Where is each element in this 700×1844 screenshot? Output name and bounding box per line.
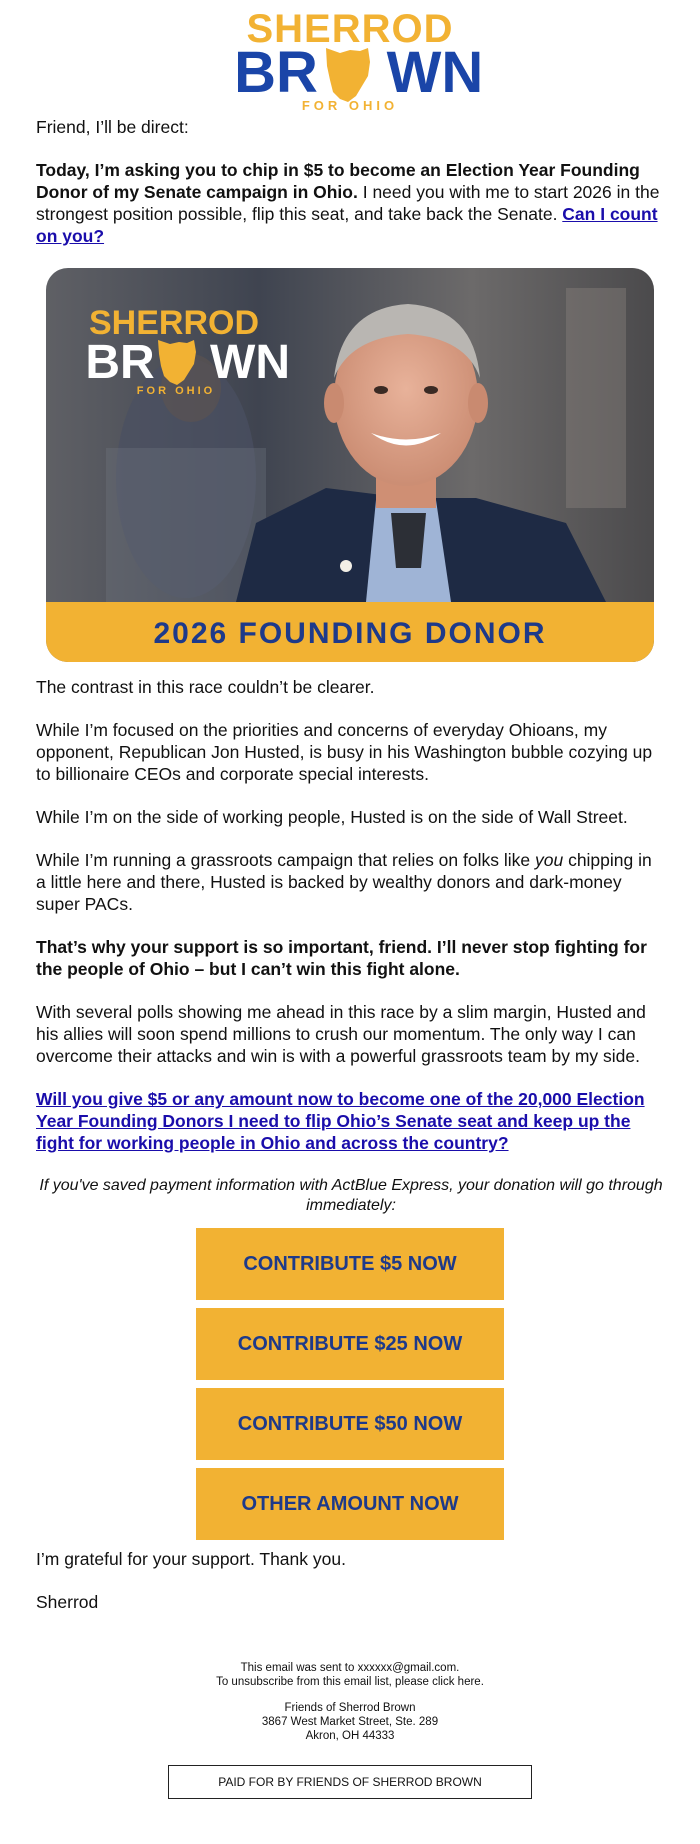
ohio-shape-icon bbox=[326, 48, 370, 102]
paragraph-wall-street: While I’m on the side of working people, Husted is on the side of Wall Street. bbox=[36, 807, 628, 827]
contribute-5-button[interactable]: CONTRIBUTE $5 NOW bbox=[196, 1228, 504, 1300]
email-closing bbox=[0, 1548, 700, 1613]
hero-logo-tagline: FOR OHIO bbox=[136, 385, 216, 397]
hero-logo-line2-start: BR bbox=[85, 336, 155, 389]
paragraph-ask bbox=[36, 1088, 666, 1154]
paragraph-grassroots: While I’m running a grassroots campaign that relies on folks like you chipping in a little here and there, Husted is backed by wealthy donors and dark-money super PACs. bbox=[36, 850, 652, 914]
logo-line2-start: BR bbox=[234, 40, 318, 105]
address-line2: Akron, OH 44333 bbox=[305, 1730, 395, 1742]
paragraph-support: That’s why your support is so important, friend. I’ll never stop fighting for the people of Ohio – but I can’t win this fight alone. bbox=[36, 937, 647, 979]
contribute-50-button[interactable]: CONTRIBUTE $50 NOW bbox=[196, 1388, 504, 1460]
closing-text: I’m grateful for your support. Thank you. bbox=[36, 1549, 346, 1569]
signature: Sherrod bbox=[36, 1592, 99, 1612]
logo-line2-end: WN bbox=[386, 40, 484, 105]
logo-line1: SHERROD bbox=[246, 7, 454, 51]
founding-donor-banner: 2026 FOUNDING DONOR bbox=[153, 617, 547, 650]
logo-tagline: FOR OHIO bbox=[301, 98, 399, 113]
hero-logo-line2-end: WN bbox=[210, 336, 290, 389]
paragraph-polls: With several polls showing me ahead in this race by a slim margin, Husted and his allies will soon spend millions to crush our momentum. The only way I can overcome their attacks and win is with a powerful grassroots team by my side. bbox=[36, 1002, 646, 1066]
other-amount-button[interactable]: OTHER AMOUNT NOW bbox=[196, 1468, 504, 1540]
donation-buttons bbox=[0, 1228, 700, 1540]
hero-logo-line1: SHERROD bbox=[88, 304, 260, 342]
address-line1: 3867 West Market Street, Ste. 289 bbox=[261, 1716, 439, 1728]
email-body bbox=[0, 6, 700, 1799]
intro-bold: Today, I’m asking you to chip in $5 to become an Election Year Founding Donor of my Senate campaign in Ohio. bbox=[36, 160, 640, 202]
org-name: Friends of Sherrod Brown bbox=[284, 1702, 416, 1714]
give-five-link[interactable]: Will you give $5 or any amount now to become one of the 20,000 Election Year Founding Donors I need to flip Ohio’s Senate seat and keep up the fight for working people in Ohio and across the country? bbox=[36, 1089, 645, 1153]
contribute-25-button[interactable]: CONTRIBUTE $25 NOW bbox=[196, 1308, 504, 1380]
greeting: Friend, I’ll be direct: bbox=[36, 117, 189, 137]
intro-text: I need you with me to start 2026 in the strongest position possible, flip this seat, and take back the Senate. bbox=[36, 182, 660, 224]
paragraph-contrast: The contrast in this race couldn’t be clearer. bbox=[36, 677, 375, 697]
paid-for-box: PAID FOR BY FRIENDS OF SHERROD BROWN bbox=[168, 1765, 532, 1799]
count-on-you-link[interactable]: Can I count on you? bbox=[36, 204, 658, 246]
hero-image[interactable] bbox=[46, 268, 654, 662]
email-content-main bbox=[0, 676, 700, 1216]
paragraph-priorities: While I’m focused on the priorities and concerns of everyday Ohioans, my opponent, Republican Jon Husted, is busy in his Washington bubble cozying up to billionaire CEOs and corporate special interests. bbox=[36, 720, 653, 784]
sent-to-text: This email was sent to xxxxxx@gmail.com. bbox=[240, 1662, 460, 1674]
actblue-express-note: If you've saved payment information with ActBlue Express, your donation will go through immediately: bbox=[39, 1177, 663, 1214]
unsubscribe-link[interactable]: To unsubscribe from this email list, please click here. bbox=[216, 1676, 484, 1688]
intro-paragraph bbox=[36, 159, 666, 247]
sherrod-brown-logo bbox=[190, 6, 510, 114]
email-content bbox=[0, 116, 700, 247]
email-footer bbox=[0, 1661, 700, 1799]
